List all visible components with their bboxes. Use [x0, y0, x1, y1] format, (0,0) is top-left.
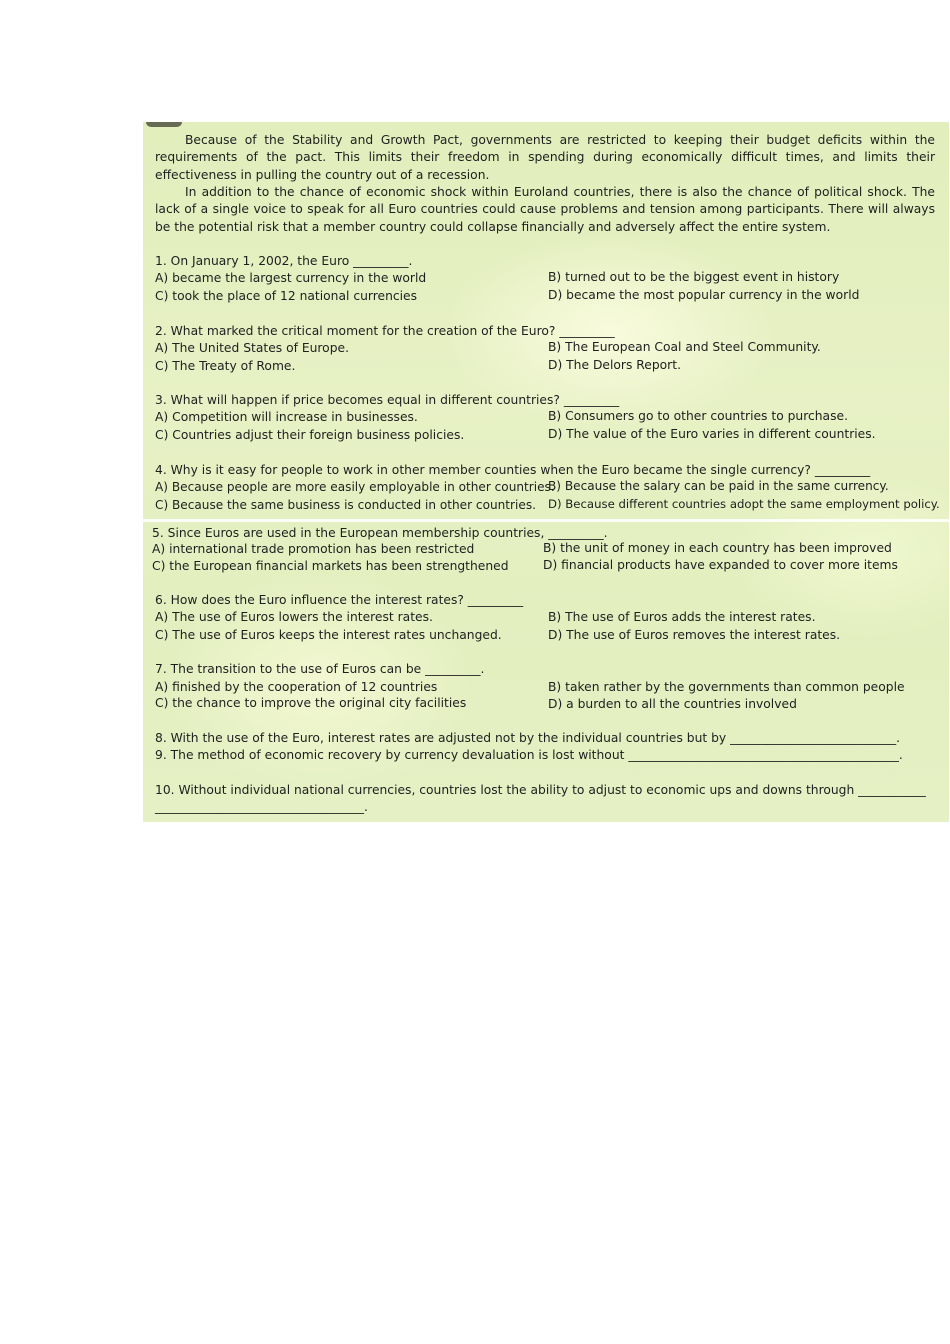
question-5-option-a: A) international trade promotion has been restricted: [152, 542, 475, 556]
passage-paragraph-2: In addition to the chance of economic shock within Euroland countries, there is also the chance of political shock. The lack of a single voice to speak for all Euro countries could cause problems and tension among participants. There will always be the potential risk that a member country could collapse financially and adversely affect the entire system.: [155, 185, 935, 234]
question-8: 8. With the use of the Euro, interest rates are adjusted not by the individual countries but by ___________________________.: [155, 731, 901, 745]
question-6-option-b: B) The use of Euros adds the interest rates.: [548, 610, 816, 624]
question-4-option-b: B) Because the salary can be paid in the same currency.: [548, 479, 889, 493]
question-6-option-d: D) The use of Euros removes the interest rates.: [548, 628, 841, 642]
question-3-stem: 3. What will happen if price becomes equal in different countries? _________: [155, 393, 620, 407]
passage-paragraph-1: Because of the Stability and Growth Pact, governments are restricted to keeping their budget deficits within the requirements of the pact. This limits their freedom in spending during economically difficult times, and limits their effectiveness in pulling the country out of a recession.: [155, 133, 935, 182]
question-3-option-a: A) Competition will increase in businesses.: [155, 410, 418, 424]
question-1-stem: 1. On January 1, 2002, the Euro _________.: [155, 254, 413, 268]
question-4-option-c: C) Because the same business is conducted in other countries.: [155, 498, 536, 512]
question-10-line-1: 10. Without individual national currencies, countries lost the ability to adjust to economic ups and downs through ___________: [155, 783, 926, 797]
question-3-option-c: C) Countries adjust their foreign business policies.: [155, 428, 465, 442]
question-1-option-d: D) became the most popular currency in the world: [548, 288, 860, 302]
question-2-option-a: A) The United States of Europe.: [155, 341, 349, 355]
question-6-stem: 6. How does the Euro influence the interest rates? _________: [155, 593, 524, 607]
question-10-line-2: __________________________________.: [155, 800, 368, 814]
question-2-stem: 2. What marked the critical moment for the creation of the Euro? _________: [155, 324, 615, 338]
question-3-option-b: B) Consumers go to other countries to purchase.: [548, 409, 848, 423]
question-7-option-d: D) a burden to all the countries involved: [548, 697, 797, 711]
question-4-option-a: A) Because people are more easily employable in other countries.: [155, 480, 555, 494]
question-5-stem: 5. Since Euros are used in the European membership countries, _________.: [152, 526, 608, 540]
question-1-option-c: C) took the place of 12 national currencies: [155, 289, 418, 303]
question-5-option-b: B) the unit of money in each country has been improved: [543, 541, 892, 555]
question-5-option-c: C) the European financial markets has been strengthened: [152, 559, 509, 573]
question-4-stem: 4. Why is it easy for people to work in other member counties when the Euro became the single currency? _________: [155, 463, 871, 477]
question-5-option-d: D) financial products have expanded to cover more items: [543, 558, 898, 572]
question-2-option-d: D) The Delors Report.: [548, 358, 681, 372]
question-1-option-b: B) turned out to be the biggest event in history: [548, 270, 840, 284]
question-6-option-a: A) The use of Euros lowers the interest rates.: [155, 610, 433, 624]
question-7-stem: 7. The transition to the use of Euros can be _________.: [155, 662, 485, 676]
question-2-option-b: B) The European Coal and Steel Community.: [548, 340, 821, 354]
question-9: 9. The method of economic recovery by currency devaluation is lost without ____________________________________________.: [155, 748, 903, 762]
worksheet-panel: [143, 122, 949, 822]
corner-decoration: [146, 122, 182, 127]
question-4-option-d: D) Because different countries adopt the same employment policy.: [548, 497, 940, 511]
question-7-option-a: A) finished by the cooperation of 12 countries: [155, 680, 438, 694]
question-2-option-c: C) The Treaty of Rome.: [155, 359, 296, 373]
section-divider: [143, 519, 949, 522]
question-7-option-b: B) taken rather by the governments than common people: [548, 680, 905, 694]
question-7-option-c: C) the chance to improve the original city facilities: [155, 696, 467, 710]
question-1-option-a: A) became the largest currency in the world: [155, 271, 427, 285]
question-6-option-c: C) The use of Euros keeps the interest rates unchanged.: [155, 628, 502, 642]
question-3-option-d: D) The value of the Euro varies in different countries.: [548, 427, 876, 441]
